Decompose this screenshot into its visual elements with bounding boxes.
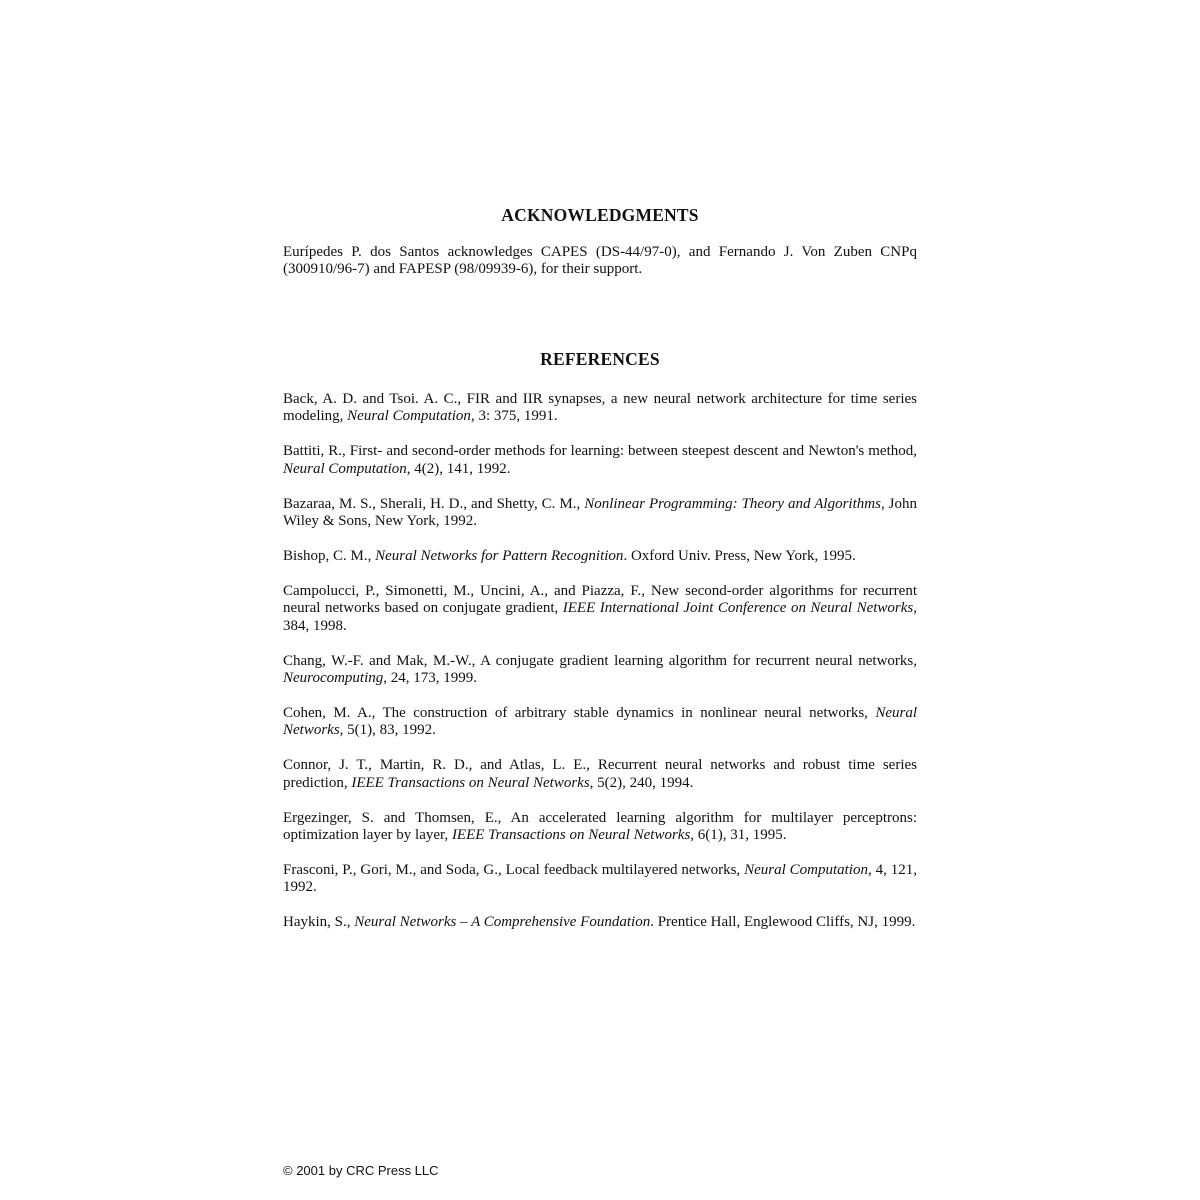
reference-item <box>283 653 917 688</box>
reference-text: Ergezinger, S. and Thomsen, E., An accelerated learning algorithm for multilayer perceptrons: optimization layer by layer, <box>283 809 917 843</box>
reference-text: Back, A. D. and Tsoi. A. C., FIR and IIR synapses, a new neural network architecture for time series modeling, <box>283 391 917 425</box>
reference-details: . Prentice Hall, Englewood Cliffs, NJ, 1999. <box>650 914 916 931</box>
reference-details: , 5(2), 240, 1994. <box>589 774 694 791</box>
reference-list <box>283 391 917 949</box>
reference-source: Nonlinear Programming: Theory and Algorithms <box>584 495 881 512</box>
reference-item <box>283 810 917 845</box>
reference-item <box>283 757 917 792</box>
reference-text: Battiti, R., First- and second-order methods for learning: between steepest descent and Newton's method, <box>283 443 917 460</box>
reference-source: Neurocomputing <box>283 669 384 686</box>
reference-details: , 4, 121, 1992. <box>283 861 918 896</box>
reference-text: Frasconi, P., Gori, M., and Soda, G., Local feedback multilayered networks, <box>283 861 745 878</box>
reference-details: , 4(2), 141, 1992. <box>406 460 511 477</box>
reference-details: , 24, 173, 1999. <box>383 669 478 686</box>
reference-source: Neural Computation <box>283 460 407 477</box>
reference-details: , 3: 375, 1991. <box>470 408 558 425</box>
reference-item <box>283 391 917 426</box>
reference-item <box>283 583 917 635</box>
reference-source: IEEE Transactions on Neural Networks <box>451 826 691 843</box>
reference-text: Cohen, M. A., The construction of arbitrary stable dynamics in nonlinear neural networks, <box>283 704 876 721</box>
reference-source: IEEE Transactions on Neural Networks <box>351 774 590 791</box>
reference-item <box>283 862 917 897</box>
reference-text: Chang, W.-F. and Mak, M.-W., A conjugate gradient learning algorithm for recurrent neural networks, <box>283 652 917 669</box>
reference-text: Bazaraa, M. S., Sherali, H. D., and Shetty, C. M., <box>283 495 585 512</box>
reference-details: , 6(1), 31, 1995. <box>690 826 787 843</box>
reference-source: Neural Networks – A Comprehensive Foundation <box>354 914 651 931</box>
reference-details: , 5(1), 83, 1992. <box>339 722 436 739</box>
page <box>283 0 917 1200</box>
reference-item <box>283 496 917 531</box>
acknowledgments-heading: ACKNOWLEDGMENTS <box>501 205 699 225</box>
reference-item <box>283 914 917 931</box>
reference-source: Neural Computation <box>744 861 868 878</box>
copyright-footer: © 2001 by CRC Press LLC <box>283 1163 439 1178</box>
reference-text: Connor, J. T., Martin, R. D., and Atlas, L. E., Recurrent neural networks and robust time series prediction, <box>283 757 917 791</box>
reference-details: , 384, 1998. <box>283 600 917 634</box>
reference-source: IEEE International Joint Conference on Neural Networks <box>562 600 914 617</box>
reference-item <box>283 548 917 565</box>
acknowledgments-text: Eurípedes P. dos Santos acknowledges CAPES (DS-44/97-0), and Fernando J. Von Zuben CNPq (300910/96-7) and FAPESP (98/09939-6), for their support. <box>283 244 917 278</box>
reference-source: Neural Networks <box>283 704 917 739</box>
reference-item <box>283 705 917 740</box>
reference-details: . Oxford Univ. Press, New York, 1995. <box>623 547 856 564</box>
reference-text: Bishop, C. M., <box>283 547 376 564</box>
reference-source: Neural Computation <box>347 408 471 425</box>
reference-text: Campolucci, P., Simonetti, M., Uncini, A., and Piazza, F., New second-order algorithms for recurrent neural networks based on conjugate gradient, <box>283 582 917 617</box>
reference-details: , John Wiley & Sons, New York, 1992. <box>283 495 917 530</box>
references-heading: REFERENCES <box>540 349 660 369</box>
reference-item <box>283 443 917 478</box>
reference-text: Haykin, S., <box>283 914 355 931</box>
reference-source: Neural Networks for Pattern Recognition <box>375 547 624 564</box>
